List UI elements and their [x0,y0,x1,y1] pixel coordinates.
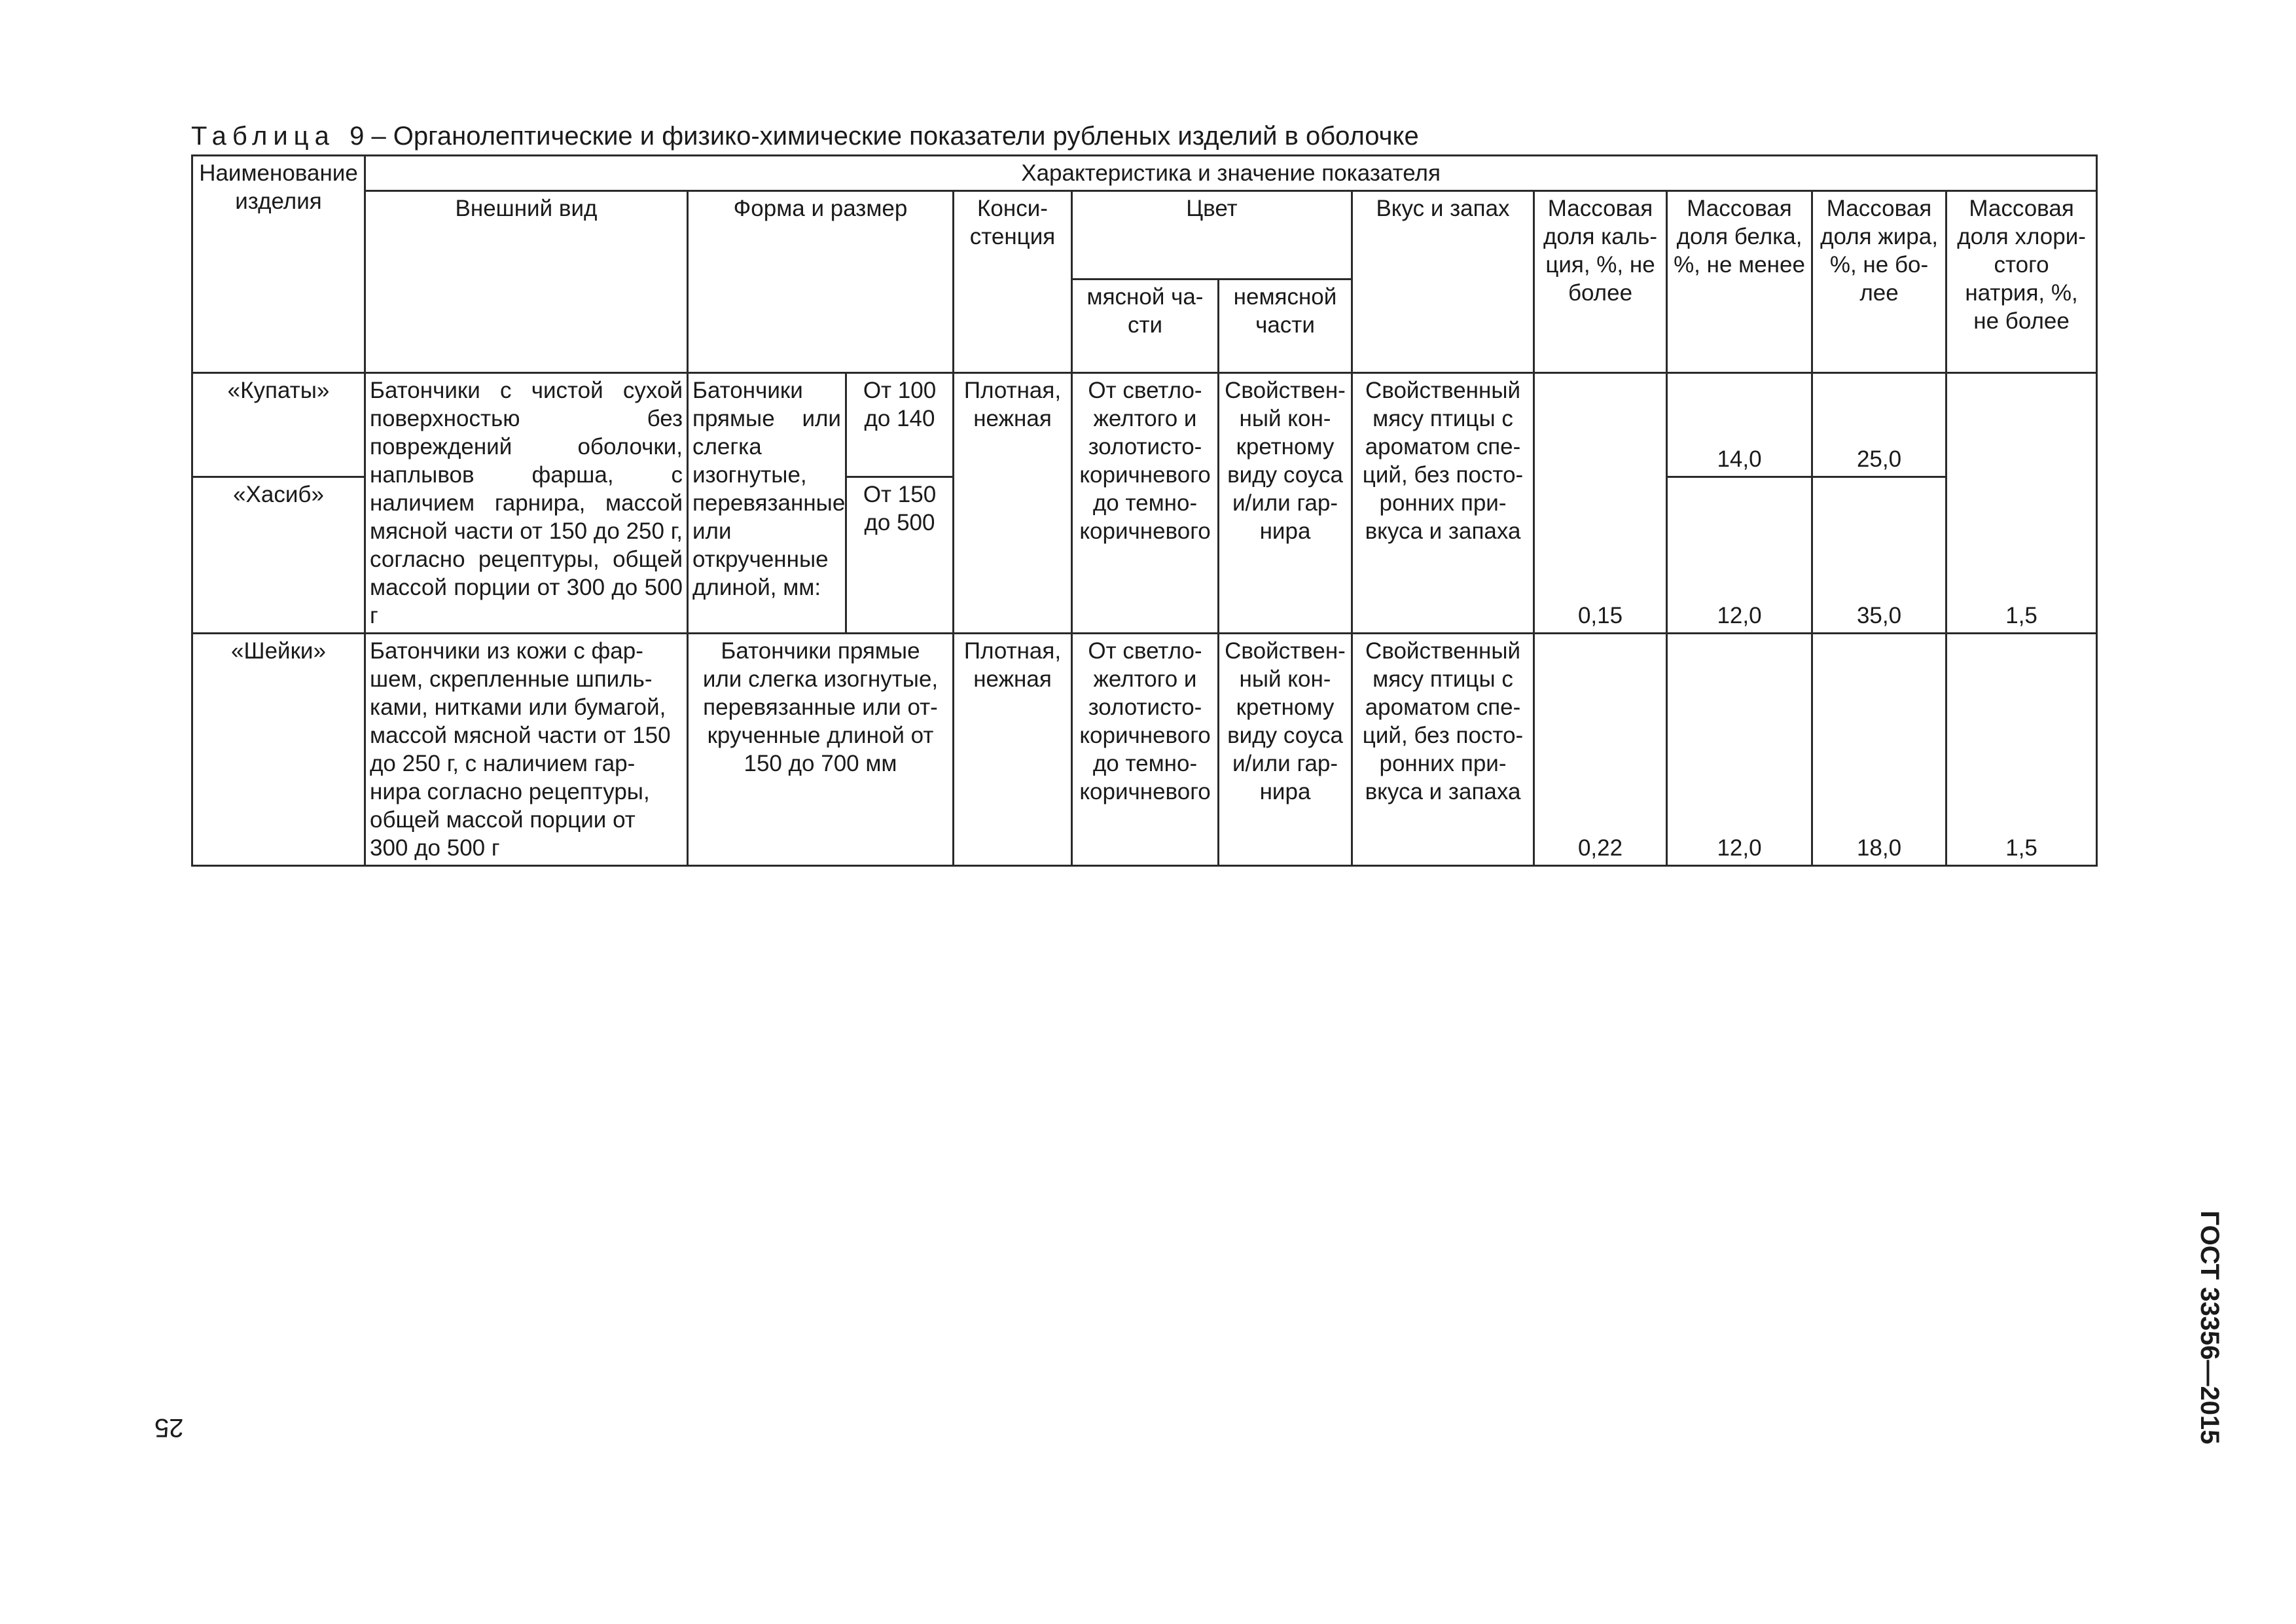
appearance-sheyki: Батончики из кожи с фар- шем, скрепленные шпиль- ками, нитками или бумагой, массой мясной части от 150 до 250 г, с наличием гар- нира согласно рецептуры, общей массой порции от 300 до 500 г [365,634,688,866]
taste-sheyki: Свойственный мясу птицы с ароматом спе- ций, без посто- ронних при- вкуса и запаха [1352,634,1534,866]
consistency-sheyki: Плотная, нежная [954,634,1072,866]
header-color: Цвет [1072,191,1352,280]
color-meat-kupaty-hasib: От светло- желтого и золотисто- коричневого до темно- коричневого [1072,373,1219,634]
header-characteristic-group: Характеристика и значение показателя [365,156,2097,191]
header-color-nonmeat: немясной части [1219,280,1352,373]
header-shape-size: Форма и размер [688,191,954,373]
protein-sheyki: 12,0 [1667,634,1812,866]
color-nonmeat-sheyki: Свойствен- ный кон- кретному виду соуса и/или гар- нира [1219,634,1352,866]
standard-code: ГОСТ 33356—2015 [2195,1210,2224,1445]
indicators-table [191,154,2098,867]
salt-kupaty-hasib: 1,5 [1946,373,2097,634]
consistency-kupaty-hasib: Плотная, нежная [954,373,1072,634]
header-fat: Массовая доля жира, %, не бо- лее [1812,191,1946,373]
fat-kupaty: 25,0 [1812,373,1946,477]
shape-size-sheyki: Батончики прямые или слегка изогнутые, перевязанные или от- крученные длиной от 150 до 700 мм [688,634,954,866]
fat-sheyki: 18,0 [1812,634,1946,866]
header-product-name: Наименование изделия [192,156,365,373]
taste-kupaty-hasib: Свойственный мясу птицы с ароматом спе- ций, без посто- ронних при- вкуса и запаха [1352,373,1534,634]
header-appearance: Внешний вид [365,191,688,373]
product-name-kupaty: «Купаты» [192,373,365,477]
color-meat-sheyki: От светло- желтого и золотисто- коричневого до темно- коричневого [1072,634,1219,866]
table-caption-text: 9 – Органолептические и физико-химические показатели рубленых изделий в оболочке [350,122,1419,151]
size-kupaty: От 100 до 140 [846,373,954,477]
product-name-hasib: «Хасиб» [192,477,365,633]
header-protein: Массовая доля белка, %, не менее [1667,191,1812,373]
page-number: 25 [154,1413,184,1442]
product-name-sheyki: «Шейки» [192,634,365,866]
fat-hasib: 35,0 [1812,477,1946,633]
table-caption [191,122,1419,151]
calcium-kupaty-hasib: 0,15 [1534,373,1667,634]
table-caption-label: Таблица [191,122,335,151]
header-consistency: Конси- стенция [954,191,1072,373]
header-color-meat: мясной ча- сти [1072,280,1219,373]
calcium-sheyki: 0,22 [1534,634,1667,866]
size-hasib: От 150 до 500 [846,477,954,633]
color-nonmeat-kupaty-hasib: Свойствен- ный кон- кретному виду соуса и/или гар- нира [1219,373,1352,634]
appearance-kupaty-hasib: Батончики с чистой сухой поверхностью без повреждений оболочки, наплывов фарша, с наличием гарнира, массой мясной части от 150 до 250 г, согласно рецептуры, общей массой порции от 300 до 500 г [365,373,688,634]
header-salt: Массовая доля хлори- стого натрия, %, не более [1946,191,2097,373]
protein-hasib: 12,0 [1667,477,1812,633]
shape-kupaty-hasib: Батончики прямые или слегка изогнутые, перевязанные или открученные длиной, мм: [688,373,846,634]
header-taste-smell: Вкус и запах [1352,191,1534,373]
salt-sheyki: 1,5 [1946,634,2097,866]
protein-kupaty: 14,0 [1667,373,1812,477]
header-calcium: Массовая доля каль- ция, %, не более [1534,191,1667,373]
